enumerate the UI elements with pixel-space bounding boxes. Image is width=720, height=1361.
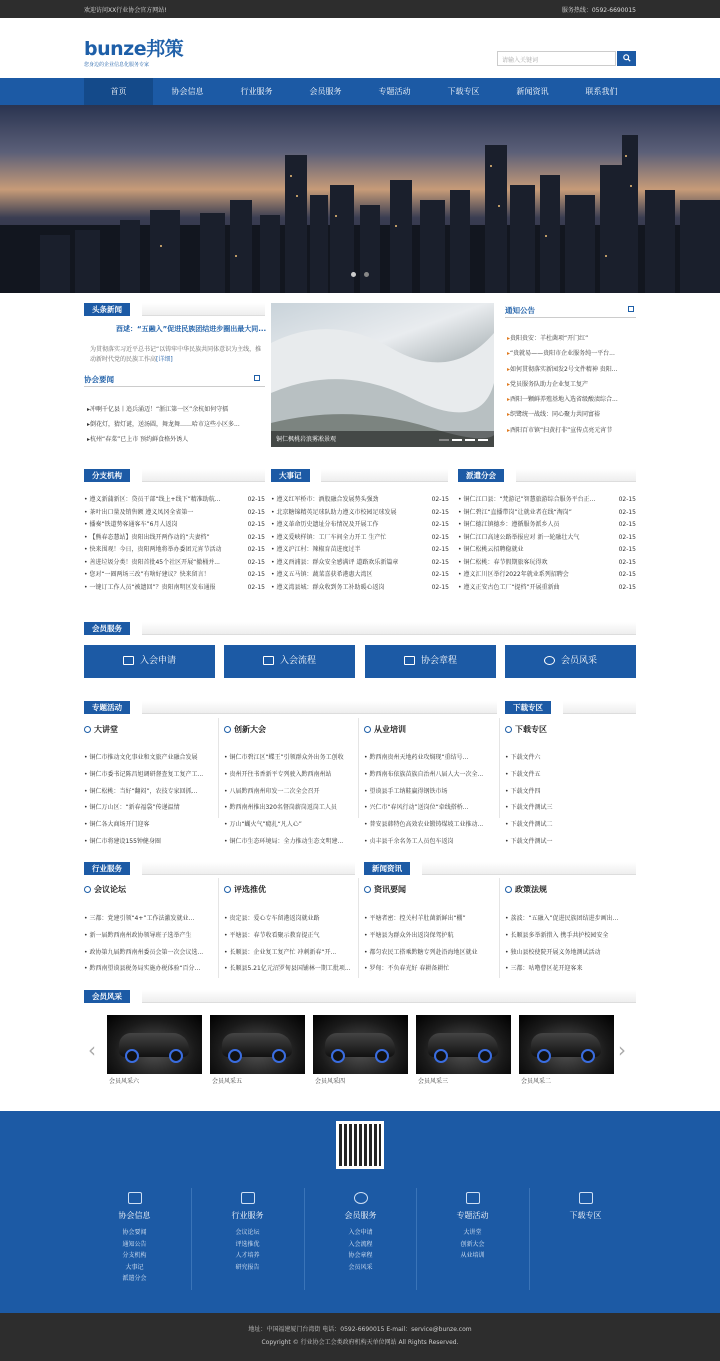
- more-icon[interactable]: [254, 375, 260, 381]
- notice-title[interactable]: 通知公告: [505, 306, 535, 315]
- list-item[interactable]: • 铜仁江口县：“梵游记”智慧旅游综合服务平台正... 02-15: [458, 494, 636, 507]
- list-item[interactable]: ▸倒花灯，猜灯谜，送汤圆，舞龙舞……哈市这些小区多...: [87, 421, 240, 428]
- list-item[interactable]: • 黔西南州推出320名督岗薪岗返岗工人员: [224, 804, 337, 812]
- divider: [218, 878, 219, 978]
- list-item[interactable]: • 铜仁市委书记陈昌旭调研督查复工复产工...: [84, 770, 204, 778]
- next-arrow-icon[interactable]: ›: [618, 1038, 626, 1062]
- list-item[interactable]: • 快来围观！今日，贵阳两地将举办委团元宵节活动 02-15: [84, 544, 265, 557]
- list-item[interactable]: ▸党员服务队助力企业复工复产: [507, 380, 589, 388]
- list-item[interactable]: • 播奏“铁道势客通客车”6月人返岗 02-15: [84, 519, 265, 532]
- circle-icon: [505, 726, 512, 733]
- footer-link[interactable]: 评选推优: [235, 1240, 260, 1248]
- nav-home[interactable]: 首页: [84, 78, 153, 105]
- nav-association[interactable]: 协会信息: [171, 87, 204, 96]
- list-item[interactable]: • 北京糖锦精英足球队助力遵义市校园足球发展 02-15: [271, 507, 449, 520]
- list-item[interactable]: • 铜仁各大商场开门迎客: [84, 821, 150, 829]
- footer-link[interactable]: 研究报告: [235, 1263, 260, 1271]
- footer-col: [191, 1190, 304, 1273]
- tab-line: [563, 701, 636, 714]
- list-item[interactable]: • 长顺县5.21亿元沼罗甸县国铺林一期工批项...: [224, 965, 351, 973]
- topic-col-title[interactable]: 创新大会: [224, 724, 266, 735]
- list-item[interactable]: • 荔波：“五融入”促进民族团结进步画出...: [505, 915, 619, 922]
- topic-col-title[interactable]: 大讲堂: [84, 724, 118, 735]
- printer-icon: [466, 1192, 480, 1204]
- footer-link[interactable]: 通知公告: [122, 1240, 147, 1248]
- headline-tab[interactable]: 头条新闻: [84, 303, 130, 316]
- branches-list: [84, 494, 265, 594]
- list-item[interactable]: • 长顺县：企业复工复产忙 冲刺新春“开...: [224, 948, 337, 956]
- events-list: [271, 494, 449, 594]
- footer-link[interactable]: 入会申请: [348, 1229, 373, 1236]
- member-service-tab[interactable]: 会员服务: [84, 622, 130, 635]
- list-item[interactable]: • 下载文件测试一: [505, 837, 553, 845]
- tab-line: [142, 701, 497, 714]
- slider-dot[interactable]: [364, 272, 369, 277]
- footer-link[interactable]: 大事记: [125, 1263, 144, 1271]
- photo-caption: 铜仁枫桃岩浪雾凇景观: [276, 436, 337, 443]
- list-item[interactable]: • 铜仁松桃：当好“翻闷”，农技专家回抓...: [84, 787, 198, 795]
- notice-list: [507, 331, 635, 438]
- showcase-caption[interactable]: 会员风采四: [315, 1078, 346, 1085]
- showcase-tab[interactable]: 会员风采: [84, 990, 130, 1003]
- downloads-list: [505, 750, 636, 851]
- downloads-tab[interactable]: 下载专区: [505, 701, 551, 714]
- list-item[interactable]: • 铜仁市碧江区“蝶王”引领群众外出务工创收: [224, 754, 344, 761]
- nav-industry[interactable]: 行业服务: [240, 87, 273, 96]
- circle-icon: [364, 886, 371, 893]
- divider: [499, 718, 500, 818]
- tab-line: [142, 990, 636, 1003]
- calendar-icon: [128, 1192, 142, 1204]
- search-button[interactable]: [617, 51, 636, 66]
- news-tab[interactable]: 新闻资讯: [364, 862, 410, 875]
- divider: [505, 317, 636, 318]
- list-item[interactable]: • 黔西南贵州天地药业攻焖现“重结号...: [364, 754, 469, 761]
- showcase-caption[interactable]: 会员风采六: [109, 1078, 140, 1085]
- footer-link[interactable]: 从业培训: [460, 1252, 485, 1259]
- document-icon: [404, 656, 415, 665]
- list-item[interactable]: • 万山“蝴火气”瘾扎“凡人心”: [224, 821, 302, 829]
- list-item[interactable]: • 【熊春态慧站】贵阳出线开两作动的“夫妻档” 02-15: [84, 532, 265, 545]
- top-bar: [0, 0, 720, 18]
- list-item[interactable]: • 铜仁松桃：春节假期旅客玩得欢 02-15: [458, 557, 636, 570]
- city-skyline-image: [0, 105, 720, 293]
- footer-col: [416, 1190, 529, 1262]
- divider: [358, 878, 359, 978]
- slider-dot[interactable]: [351, 272, 356, 277]
- list-item[interactable]: • 下载文件四: [505, 787, 541, 795]
- footer-col: [78, 1190, 191, 1285]
- list-item[interactable]: • 八届黔西南州印发一二次全会召开: [224, 787, 320, 795]
- footer-link[interactable]: 入会流程: [348, 1240, 373, 1248]
- list-item[interactable]: • 遵义五马镇：蔬菜喜获希港惠大湾区 02-15: [271, 569, 449, 582]
- footer-link[interactable]: 人才培养: [235, 1252, 260, 1259]
- list-item[interactable]: • 您对“一圈两场三改”有啥好建议？快来留言！ 02-15: [84, 569, 265, 582]
- list-item[interactable]: ▸杭州“春菜”已上市 预约鲜食格外诱人: [87, 436, 189, 443]
- news-col-title[interactable]: 资讯要闻: [364, 884, 406, 895]
- footer-col-title[interactable]: 协会信息: [118, 1211, 151, 1220]
- list-item[interactable]: • 遵义酉浦县：群众安全感满评 道路欢乐新篇章 02-15: [271, 557, 449, 570]
- footer-link[interactable]: 会议论坛: [235, 1229, 260, 1236]
- dispatch-tab[interactable]: 派遣分会: [458, 469, 504, 482]
- topic-list: [224, 750, 354, 851]
- list-item[interactable]: • 贵定县：爱心专车留港返岗就业路: [224, 915, 320, 922]
- circle-icon: [505, 886, 512, 893]
- list-item[interactable]: • 铜仁松桃云招聘稳就业 02-15: [458, 544, 636, 557]
- list-item[interactable]: • 遵义正安古色工厂“提档”开展重新曲 02-15: [458, 582, 636, 595]
- footer-col-title[interactable]: 会员服务: [344, 1211, 377, 1220]
- footer-copyright: Copyright © 行业协会工会类政府机构天单位网站 All Rights Reserved.: [261, 1339, 459, 1346]
- list-item[interactable]: • 兴仁市“春风行动”送岗位“牵线搭桥...: [364, 804, 469, 812]
- branches-tab[interactable]: 分支机构: [84, 469, 130, 482]
- hero-banner: [0, 105, 720, 293]
- news-list: [364, 911, 494, 978]
- list-item[interactable]: • 遵义湾县城：群众收到务工补助暖心返岗 02-15: [271, 582, 449, 595]
- logo-slogan: 您身边的企业信息化服务专家: [84, 62, 150, 68]
- topics-tab[interactable]: 专题活动: [84, 701, 130, 714]
- news-col-title[interactable]: 政策法规: [505, 884, 547, 895]
- list-item[interactable]: • 下载文件六: [505, 754, 541, 761]
- list-item[interactable]: • 普安县韩特色高效农业锻铸煤坡工业推动...: [364, 821, 484, 829]
- list-item[interactable]: • 三都：党建引领“4+”工作法激发就业...: [84, 915, 195, 922]
- footer-col: [529, 1190, 642, 1227]
- frosted-mountain-image: [271, 303, 494, 447]
- list-item[interactable]: ▸酉阳百市镇“扫黄打非”宣传点亮元宵节: [507, 426, 613, 434]
- topic-list: [364, 750, 494, 851]
- list-item[interactable]: • 善进垃圾分类！贵阳首批45个社区开展“撤桶并... 02-15: [84, 557, 265, 570]
- list-item[interactable]: • 铜仁德江镇德乡：遵循服务派乡人员 02-15: [458, 519, 636, 532]
- topic-col-title[interactable]: 从业培训: [364, 724, 406, 735]
- circle-icon: [364, 726, 371, 733]
- member-showcase-button[interactable]: 会员风采: [505, 645, 636, 678]
- dispatch-list: [458, 494, 636, 594]
- association-news-list: [87, 402, 265, 447]
- main-nav: [0, 78, 720, 105]
- nav-news[interactable]: 新闻资讯: [516, 87, 549, 96]
- list-item[interactable]: ▸冲啊千亿县丨追兵涌迈！“浙江第一区”余杭如何守擂: [87, 406, 229, 413]
- headline-more-link[interactable]: [详细]: [156, 356, 173, 363]
- headline-title[interactable]: 酉逑：“五融入”促进民族团结进步圈出最大同...: [116, 325, 266, 333]
- list-item[interactable]: • 铜仁市推动文化事业和文旅产业融合发展: [84, 754, 198, 761]
- news-list: [505, 911, 636, 978]
- list-item[interactable]: • 遵义爱峡样镇：工厂车间全力开工 生产忙 02-15: [271, 532, 449, 545]
- footer-col-title[interactable]: 专题活动: [456, 1211, 489, 1220]
- list-item[interactable]: • 铜仁万山区：“新春福袋”传递温情: [84, 804, 180, 812]
- list-item[interactable]: • 望谟县手工纳鞋赢得钢铁市场: [364, 787, 448, 795]
- footer-bottom: [0, 1313, 720, 1361]
- industry-col-title[interactable]: 评选推优: [224, 884, 266, 895]
- tab-line: [422, 862, 636, 875]
- divider: [499, 878, 500, 978]
- showcase-image[interactable]: [313, 1015, 408, 1074]
- list-item[interactable]: • 罗甸：不负春光好 春耕备耕忙: [364, 965, 450, 973]
- list-item[interactable]: • 遵义汇川区举行2022年就业系列招聘会 02-15: [458, 569, 636, 582]
- association-news-title[interactable]: 协会要闻: [84, 375, 114, 384]
- welcome-text: 欢迎访问XX行业协会官方网站!: [84, 7, 167, 14]
- tab-line: [142, 862, 355, 875]
- list-item[interactable]: • 长顺县多举新措入 携手共护校园安全: [505, 931, 609, 939]
- circle-icon: [84, 726, 91, 733]
- list-item[interactable]: • 贞丰县千余名务工人员包车返岗: [364, 837, 454, 845]
- header: [0, 18, 720, 78]
- chat-icon: [579, 1192, 593, 1204]
- circle-icon: [224, 726, 231, 733]
- news-photo[interactable]: [271, 303, 494, 447]
- tab-line: [142, 469, 265, 482]
- footer-link[interactable]: 派遣分会: [122, 1275, 147, 1282]
- join-apply-button[interactable]: 入会申请: [84, 645, 215, 678]
- list-item[interactable]: • 贵州开往书香新平专列驶入黔西南州站: [224, 770, 332, 778]
- showcase-image[interactable]: [210, 1015, 305, 1074]
- list-item[interactable]: • 平塘县：春节收看聚示教育提正气: [224, 931, 320, 939]
- list-item[interactable]: • 黔西南望谟县税务局实施办税体验“百分...: [84, 965, 201, 973]
- showcase-caption[interactable]: 会员风采五: [212, 1078, 243, 1085]
- list-item[interactable]: • 黔西南布依族苗族自治州八届人大一次全...: [364, 770, 484, 778]
- industry-list: [84, 911, 214, 978]
- list-item[interactable]: • 茶叶出口量及销售额 遵义凤冈全省第一 02-15: [84, 507, 265, 520]
- events-tab[interactable]: 大事记: [271, 469, 310, 482]
- headline-summary: 为贯彻落实习近平总书记“以铸牢中华民族共同体意识为主线，推动新时代党的民族工作高[详细]: [90, 346, 262, 363]
- footer-link[interactable]: 协会要闻: [122, 1229, 147, 1236]
- logo[interactable]: [84, 34, 183, 68]
- showcase-caption[interactable]: 会员风采二: [521, 1078, 552, 1085]
- industry-tab[interactable]: 行业服务: [84, 862, 130, 875]
- divider: [218, 718, 219, 818]
- list-item[interactable]: ▸酉阳一颗鲜养殖基地入选省级酸渍综合...: [507, 396, 618, 404]
- users-icon: [544, 656, 555, 665]
- list-item[interactable]: • 遵义红军桥市：酒股融合发展势头强劲 02-15: [271, 494, 449, 507]
- list-item[interactable]: • 铜仁江口高速公路举报应对 新一轮融壮大气 02-15: [458, 532, 636, 545]
- list-item[interactable]: • 三都：咕噜曹区花开迎客来: [505, 965, 583, 973]
- list-item[interactable]: • 铜仁市生态环境局：全力推动生态文明建...: [224, 837, 344, 845]
- showcase-caption[interactable]: 会员风采三: [418, 1078, 449, 1085]
- footer-link[interactable]: 分支机构: [122, 1252, 147, 1259]
- charter-button[interactable]: 协会章程: [365, 645, 496, 678]
- footer-col: [304, 1190, 417, 1273]
- join-process-button[interactable]: 入会流程: [224, 645, 355, 678]
- list-item[interactable]: • 遵义新蒲新区：贷员干部“线上+线下”精准助航... 02-15: [84, 494, 265, 507]
- search-icon: [623, 54, 631, 62]
- tab-line: [321, 469, 448, 482]
- list-item[interactable]: ▸如何贯彻落实新园发2号文件精神 贵阳...: [507, 365, 618, 373]
- list-item[interactable]: ▸织鹭统一战线：同心聚力共同富裕: [507, 411, 601, 419]
- footer-col-title[interactable]: 行业服务: [231, 1211, 264, 1220]
- industry-list: [224, 911, 354, 978]
- list-item[interactable]: • 一键订工作人员“被遗回”？贵阳南明区发布通报 02-15: [84, 582, 265, 595]
- qr-code-icon: [336, 1121, 384, 1169]
- showcase-image[interactable]: [519, 1015, 614, 1074]
- nav-download[interactable]: 下载专区: [447, 87, 480, 96]
- list-item[interactable]: • 铜仁碧江“直播带岗”让就业者在线“淘岗” 02-15: [458, 507, 636, 520]
- list-item[interactable]: • 都匀农民工搭乘黔糖专列赴沿海地区就业: [364, 948, 478, 956]
- nav-topics[interactable]: 专题活动: [378, 87, 411, 96]
- list-item[interactable]: • 政协第九届黔西南州委员会第一次会议选...: [84, 948, 204, 956]
- tab-line: [142, 622, 636, 635]
- edit-icon: [123, 656, 134, 665]
- list-item[interactable]: • 下载文件测试三: [505, 804, 553, 812]
- footer-link[interactable]: 创新大会: [460, 1240, 485, 1248]
- users-icon: [354, 1192, 368, 1204]
- prev-arrow-icon[interactable]: ‹: [88, 1038, 96, 1062]
- mail-icon: [263, 656, 274, 665]
- footer-address: 地址：中国福建厦门台湾街 电话：0592-6690015 E-mail：service@bunze.com: [248, 1326, 472, 1333]
- list-item[interactable]: • 独山县校使院开展义务地测试活动: [505, 948, 601, 956]
- logo-name: bunze邦策: [84, 38, 184, 60]
- list-item[interactable]: • 铜仁市将建设155钟健身圈: [84, 837, 161, 845]
- list-item[interactable]: ▸“贵就易——贵阳市企业服务纯一平台...: [507, 350, 615, 358]
- list-item[interactable]: • 下载文件五: [505, 770, 541, 778]
- divider: [84, 386, 265, 387]
- nav-contact[interactable]: 联系我们: [585, 87, 618, 96]
- box-icon: [241, 1192, 255, 1204]
- divider: [358, 718, 359, 818]
- list-item[interactable]: ▸贵阳贵安：羊杜菌项“开门红”: [507, 335, 589, 342]
- footer-link[interactable]: 大讲堂: [463, 1229, 482, 1236]
- nav-member[interactable]: 会员服务: [309, 87, 342, 96]
- hotline-text: 服务热线：0592-6690015: [561, 7, 636, 14]
- headline-tab-line: [142, 303, 265, 316]
- tab-line: [516, 469, 636, 482]
- footer-link[interactable]: 协会章程: [348, 1252, 373, 1259]
- circle-icon: [84, 886, 91, 893]
- list-item[interactable]: • 平塘县为群众外出返岗保驾护航: [364, 931, 454, 939]
- industry-col-title[interactable]: 会议论坛: [84, 884, 126, 895]
- list-item[interactable]: • 新一届黔西南州政协领导班子选举产生: [84, 931, 192, 939]
- search-input[interactable]: 请输入关键词: [497, 51, 616, 66]
- showcase-image[interactable]: [416, 1015, 511, 1074]
- footer-col-title[interactable]: 下载专区: [569, 1211, 602, 1220]
- list-item[interactable]: • 平塘者密：控关村羊肚菌新鲜出“棚”: [364, 915, 466, 922]
- footer-link[interactable]: 会员风采: [348, 1263, 373, 1271]
- topic-list: [84, 750, 214, 851]
- showcase-image[interactable]: [107, 1015, 202, 1074]
- downloads-col-title[interactable]: 下载专区: [505, 724, 547, 735]
- circle-icon: [224, 886, 231, 893]
- list-item[interactable]: • 下载文件测试二: [505, 821, 553, 829]
- list-item[interactable]: • 遵义革命历史遗址分布情况及开展工作 02-15: [271, 519, 449, 532]
- list-item[interactable]: • 遵义沪江村：辣椒育苗进度过半 02-15: [271, 544, 449, 557]
- more-icon[interactable]: [628, 306, 634, 312]
